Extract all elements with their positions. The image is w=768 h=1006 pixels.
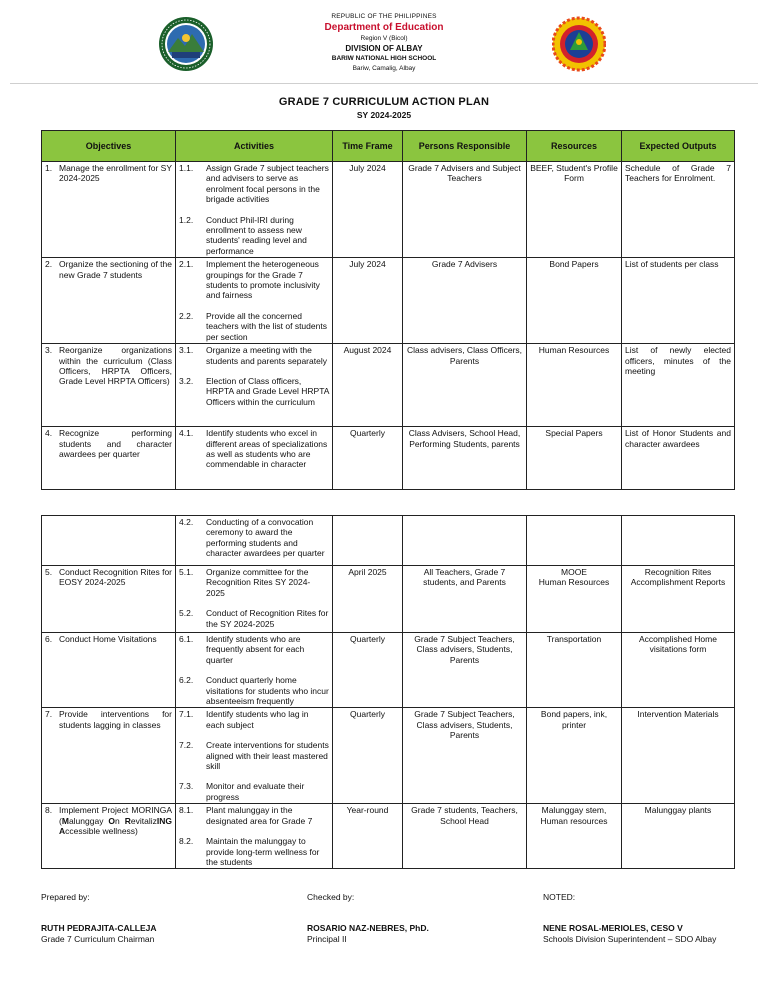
activity-text: Identify students who are frequently absent for each quarter: [206, 634, 305, 665]
objective-text: Organize the sectioning of the new Grade 7 students: [59, 259, 172, 280]
objective-cell: [42, 344, 176, 427]
activity-text: Create interventions for students aligned with their least mastered skill: [206, 740, 329, 772]
prepared-by-role: Grade 7 Curriculum Chairman: [41, 934, 155, 944]
objective-item: [45, 567, 172, 588]
activity-item: [179, 634, 329, 665]
table-row: [42, 427, 735, 490]
resources-cell: Transportation: [527, 633, 622, 708]
expected-outputs-cell: List of students per class: [622, 258, 735, 344]
activity-item: [179, 781, 329, 802]
objective-item: [45, 709, 172, 730]
objective-number: 4.: [45, 428, 53, 439]
activity-number: 3.1.: [179, 345, 194, 356]
time-frame-cell: Quarterly: [333, 708, 403, 804]
header-time-frame: Time Frame: [333, 131, 403, 162]
activities-cell: [176, 566, 333, 633]
time-frame-cell: [333, 516, 403, 566]
objective-cell: [42, 566, 176, 633]
division-line: DIVISION OF ALBAY: [345, 44, 423, 53]
table-row: [42, 258, 735, 344]
resources-cell: Bond papers, ink, printer: [527, 708, 622, 804]
objective-cell: [42, 804, 176, 869]
document-title: GRADE 7 CURRICULUM ACTION PLAN: [278, 96, 490, 108]
header-activities: Activities: [176, 131, 333, 162]
noted-by-name: NENE ROSAL-MERIOLES, CESO V: [543, 923, 683, 933]
expected-outputs-cell: Recognition Rites Accomplishment Reports: [622, 566, 735, 633]
activities-cell: [176, 633, 333, 708]
letterhead-divider: [10, 83, 758, 84]
activity-number: 8.2.: [179, 836, 194, 847]
activity-text: Conducting of a convocation ceremony to award the performing students and character awardees per quarter: [206, 517, 325, 559]
resources-cell: [527, 516, 622, 566]
activity-text: Conduct Phil-IRI during enrollment to assess new students' reading level and performance: [206, 214, 307, 256]
activities-cell: [176, 804, 333, 869]
persons-responsible-cell: Grade 7 Subject Teachers, Class advisers, Students, Parents: [403, 708, 527, 804]
activity-text: Conduct of Recognition Rites for the SY 2024-2025: [206, 608, 329, 629]
table-row: [42, 344, 735, 427]
activity-item: [179, 215, 329, 257]
activity-text: Identify students who excel in different areas of specializations as well as students who are commendable in character: [206, 428, 328, 470]
persons-responsible-cell: Grade 7 Advisers and Subject Teachers: [403, 162, 527, 258]
objective-item: [45, 163, 172, 184]
activity-item: [179, 836, 329, 867]
activity-item: [179, 608, 329, 629]
prepared-by-label: Prepared by:: [41, 892, 90, 902]
activity-text: Plant malunggay in the designated area for Grade 7: [206, 805, 313, 826]
activities-cell: [176, 162, 333, 258]
activities-cell: [176, 344, 333, 427]
deped-seal-icon: [158, 16, 214, 72]
header-objectives: Objectives: [42, 131, 176, 162]
activities-cell: [176, 427, 333, 490]
persons-responsible-cell: Class advisers, Class Officers, Parents: [403, 344, 527, 427]
activity-item: [179, 567, 329, 598]
activity-number: 2.1.: [179, 259, 194, 270]
activity-number: 2.2.: [179, 310, 194, 321]
activity-item: [179, 428, 329, 470]
activity-item: [179, 709, 329, 730]
activity-text: Implement the heterogeneous groupings for the Grade 7 students to promote inclusivity and fairness: [206, 259, 320, 301]
objective-cell: [42, 516, 176, 566]
activity-number: 4.1.: [179, 428, 194, 439]
activities-cell: [176, 516, 333, 566]
time-frame-cell: April 2025: [333, 566, 403, 633]
persons-responsible-cell: [403, 516, 527, 566]
objective-text: Provide interventions for students lagging in classes: [59, 709, 172, 730]
table-header-row: [42, 131, 735, 162]
objective-number: 8.: [45, 805, 53, 816]
activity-item: [179, 259, 329, 301]
expected-outputs-cell: Accomplished Home visitations form: [622, 633, 735, 708]
department-name: Department of Education: [324, 22, 444, 33]
activity-text: Identify students who lag in each subject: [206, 709, 309, 730]
activity-number: 3.2.: [179, 375, 194, 386]
activity-item: [179, 517, 329, 559]
objective-text: Implement Project MORINGA (Malunggay On RevitalizING Accessible wellness): [59, 805, 172, 837]
objective-item: [45, 259, 172, 280]
objective-text: Conduct Recognition Rites for EOSY 2024-2025: [59, 567, 172, 588]
expected-outputs-cell: Schedule of Grade 7 Teachers for Enrolment.: [622, 162, 735, 258]
activities-cell: [176, 708, 333, 804]
expected-outputs-cell: Intervention Materials: [622, 708, 735, 804]
region-line: Region V (Bicol): [360, 35, 408, 42]
objective-number: 3.: [45, 345, 53, 356]
resources-cell: MOOE Human Resources: [527, 566, 622, 633]
activity-text: Provide all the concerned teachers with the list of students per section: [206, 310, 327, 342]
noted-by-label: NOTED:: [543, 892, 576, 902]
objective-cell: [42, 427, 176, 490]
expected-outputs-cell: List of newly elected officers, minutes of the meeting: [622, 344, 735, 427]
expected-outputs-cell: [622, 516, 735, 566]
header-expected-outputs: Expected Outputs: [622, 131, 735, 162]
persons-responsible-cell: All Teachers, Grade 7 students, and Parents: [403, 566, 527, 633]
time-frame-cell: Year-round: [333, 804, 403, 869]
table-row: [42, 566, 735, 633]
resources-cell: Bond Papers: [527, 258, 622, 344]
objective-cell: [42, 708, 176, 804]
persons-responsible-cell: Grade 7 students, Teachers, School Head: [403, 804, 527, 869]
time-frame-cell: Quarterly: [333, 427, 403, 490]
activities-cell: [176, 258, 333, 344]
activity-number: 7.3.: [179, 781, 194, 792]
header-resources: Resources: [527, 131, 622, 162]
persons-responsible-cell: Class Advisers, School Head, Performing Students, parents: [403, 427, 527, 490]
letterhead: [0, 10, 768, 76]
activity-number: 5.2.: [179, 608, 194, 619]
resources-cell: BEEF, Student's Profile Form: [527, 162, 622, 258]
header-persons-responsible: Persons Responsible: [403, 131, 527, 162]
activity-number: 1.2.: [179, 214, 194, 225]
activity-text: Assign Grade 7 subject teachers and advisers to serve as enrolment focal persons in the brigade activities: [206, 163, 329, 205]
checked-by-label: Checked by:: [307, 892, 355, 902]
objective-text: Conduct Home Visitations: [59, 634, 157, 644]
table-row: [42, 633, 735, 708]
objective-text: Reorganize organizations within the curriculum (Class Officers, HRPTA Officers, Grade Level HRPTA Officers): [59, 345, 172, 387]
table-row: [42, 162, 735, 258]
time-frame-cell: August 2024: [333, 344, 403, 427]
action-plan-table: [41, 130, 735, 490]
objective-number: 5.: [45, 567, 53, 577]
objective-item: [45, 805, 172, 836]
table-row: [42, 708, 735, 804]
activity-item: [179, 311, 329, 342]
objective-cell: [42, 633, 176, 708]
document-subtitle: SY 2024-2025: [356, 110, 412, 120]
activity-number: 5.1.: [179, 567, 194, 577]
activity-number: 7.2.: [179, 740, 194, 751]
objective-item: [45, 345, 172, 387]
objective-text: Manage the enrollment for SY 2024-2025: [59, 163, 172, 184]
activity-item: [179, 675, 329, 706]
objective-item: [45, 428, 172, 459]
activity-item: [179, 345, 329, 366]
action-plan-table-continued: [41, 515, 735, 869]
objective-text: Recognize performing students and character awardees per quarter: [59, 428, 172, 459]
prepared-by-name: RUTH PEDRAJITA-CALLEJA: [41, 923, 157, 933]
activity-text: Organize committee for the Recognition Rites SY 2024-2025: [206, 567, 311, 598]
activity-item: [179, 805, 329, 826]
activity-item: [179, 740, 329, 771]
school-seal-icon: [552, 16, 606, 72]
school-address: Bariw, Camalig, Albay: [352, 65, 416, 72]
noted-by-role: Schools Division Superintendent – SDO Albay: [543, 934, 717, 944]
resources-cell: Malunggay stem, Human resources: [527, 804, 622, 869]
activity-number: 8.1.: [179, 805, 194, 816]
activity-number: 7.1.: [179, 709, 194, 720]
persons-responsible-cell: Grade 7 Subject Teachers, Class advisers, Students, Parents: [403, 633, 527, 708]
expected-outputs-cell: List of Honor Students and character awardees: [622, 427, 735, 490]
objective-number: 2.: [45, 259, 53, 270]
school-name: BARIW NATIONAL HIGH SCHOOL: [331, 55, 437, 62]
time-frame-cell: July 2024: [333, 258, 403, 344]
objective-number: 6.: [45, 634, 53, 644]
activity-number: 6.2.: [179, 675, 194, 686]
activity-text: Organize a meeting with the students and parents separately: [206, 345, 327, 366]
resources-cell: Special Papers: [527, 427, 622, 490]
resources-cell: Human Resources: [527, 344, 622, 427]
table-row: [42, 516, 735, 566]
objective-item: [45, 634, 172, 644]
persons-responsible-cell: Grade 7 Advisers: [403, 258, 527, 344]
checked-by-name: ROSARIO NAZ-NEBRES, PhD.: [307, 923, 429, 933]
checked-by-role: Principal II: [307, 934, 347, 944]
activity-number: 1.1.: [179, 163, 194, 173]
activity-text: Maintain the malunggay to provide long-term wellness for the students: [206, 836, 320, 867]
objective-number: 1.: [45, 163, 53, 173]
activity-text: Election of Class officers, HRPTA and Grade Level HRPTA Officers within the curriculum: [206, 375, 329, 407]
activity-item: [179, 163, 329, 205]
table-row: [42, 804, 735, 869]
objective-cell: [42, 258, 176, 344]
activity-item: [179, 376, 329, 407]
time-frame-cell: Quarterly: [333, 633, 403, 708]
republic-line: REPUBLIC OF THE PHILIPPINES: [331, 13, 437, 20]
activity-number: 4.2.: [179, 517, 194, 527]
time-frame-cell: July 2024: [333, 162, 403, 258]
objective-number: 7.: [45, 709, 53, 720]
activity-text: Monitor and evaluate their progress: [206, 781, 305, 802]
activity-number: 6.1.: [179, 634, 194, 644]
expected-outputs-cell: Malunggay plants: [622, 804, 735, 869]
activity-text: Conduct quarterly home visitations for students who incur absenteeism frequently: [206, 675, 329, 707]
objective-cell: [42, 162, 176, 258]
